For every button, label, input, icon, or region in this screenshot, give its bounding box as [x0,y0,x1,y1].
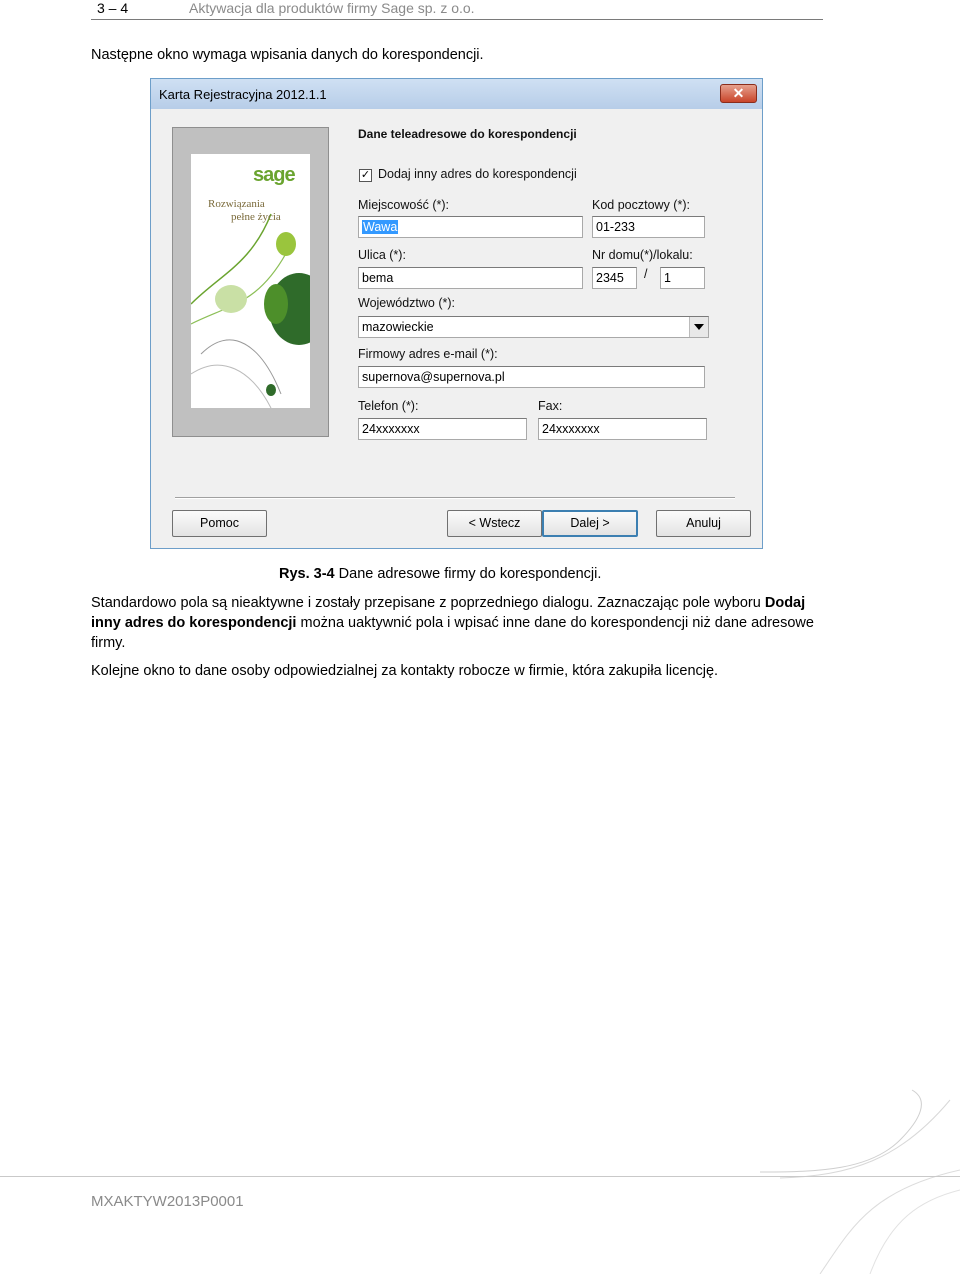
add-address-label: Dodaj inny adres do korespondencji [378,167,577,181]
phone-field[interactable]: 24xxxxxxx [358,418,527,440]
footer-divider [0,1176,960,1177]
paragraph-1-part1: Standardowo pola są nieaktywne i zostały przepisane z poprzedniego dialogu. Zaznaczając pole wyboru [91,595,765,611]
banner-tagline-2: pełne życia [231,211,281,223]
paragraph-1-part2: można uaktywnić pola i wpisać inne dane do korespondencji niż dane adresowe firmy. [91,615,814,651]
back-button[interactable]: < Wstecz [447,510,542,537]
section-heading: Dane teleadresowe do korespondencji [358,127,577,141]
postal-field[interactable]: 01-233 [592,216,705,238]
caption-text: Dane adresowe firmy do korespondencji. [334,566,602,582]
email-label: Firmowy adres e-mail (*): [358,347,498,361]
email-field[interactable]: supernova@supernova.pl [358,366,705,388]
city-label: Miejscowość (*): [358,198,449,212]
section-title: Aktywacja dla produktów firmy Sage sp. z o.o. [189,0,475,16]
help-button[interactable]: Pomoc [172,510,267,537]
banner-panel [172,127,329,437]
registration-dialog [150,78,763,549]
voivodeship-label: Województwo (*): [358,296,456,310]
street-field[interactable]: bema [358,267,583,289]
voivodeship-select[interactable] [358,316,709,338]
dialog-body [157,109,756,544]
close-button[interactable] [720,84,757,103]
chevron-down-icon [694,324,704,330]
street-label: Ulica (*): [358,248,406,262]
document-code: MXAKTYW2013P0001 [91,1193,244,1210]
button-separator [175,497,735,499]
paragraph-1-bold: Dodaj inny adres do korespondencji [91,595,806,631]
sage-logo: sage [253,164,295,186]
sage-banner [191,154,310,408]
add-address-checkbox[interactable]: ✓ [360,169,371,181]
intro-text: Następne okno wymaga wpisania danych do korespondencji. [91,47,484,63]
dropdown-button[interactable] [689,317,708,337]
decorative-swirl-icon [760,1080,960,1274]
house-separator: / [644,267,648,281]
city-field[interactable] [358,216,583,238]
house-number-field[interactable]: 2345 [592,267,637,289]
paragraph-2: Kolejne okno to dane osoby odpowiedzialnej za kontakty robocze w firmie, która zakupiła licencję. [91,663,719,679]
header-divider [91,19,823,20]
figure-caption [279,564,601,584]
city-value: Wawa [363,220,398,234]
voivodeship-value: mazowieckie [362,320,434,334]
flat-number-field[interactable]: 1 [660,267,705,289]
dialog-title: Karta Rejestracyjna 2012.1.1 [159,87,327,102]
cancel-button[interactable]: Anuluj [656,510,751,537]
banner-artwork-icon [191,154,310,408]
caption-prefix: Rys. 3-4 [279,566,335,582]
close-icon: ✕ [732,85,745,101]
house-label: Nr domu(*)/lokalu: [592,248,693,262]
paragraph-1 [91,593,826,653]
fax-field[interactable]: 24xxxxxxx [538,418,707,440]
phone-label: Telefon (*): [358,399,419,413]
fax-label: Fax: [538,399,563,413]
next-button[interactable]: Dalej > [542,510,638,537]
postal-label: Kod pocztowy (*): [592,198,690,212]
page-number: 3 – 4 [97,0,129,16]
title-bar [151,79,762,109]
banner-tagline-1: Rozwiązania [208,198,265,210]
